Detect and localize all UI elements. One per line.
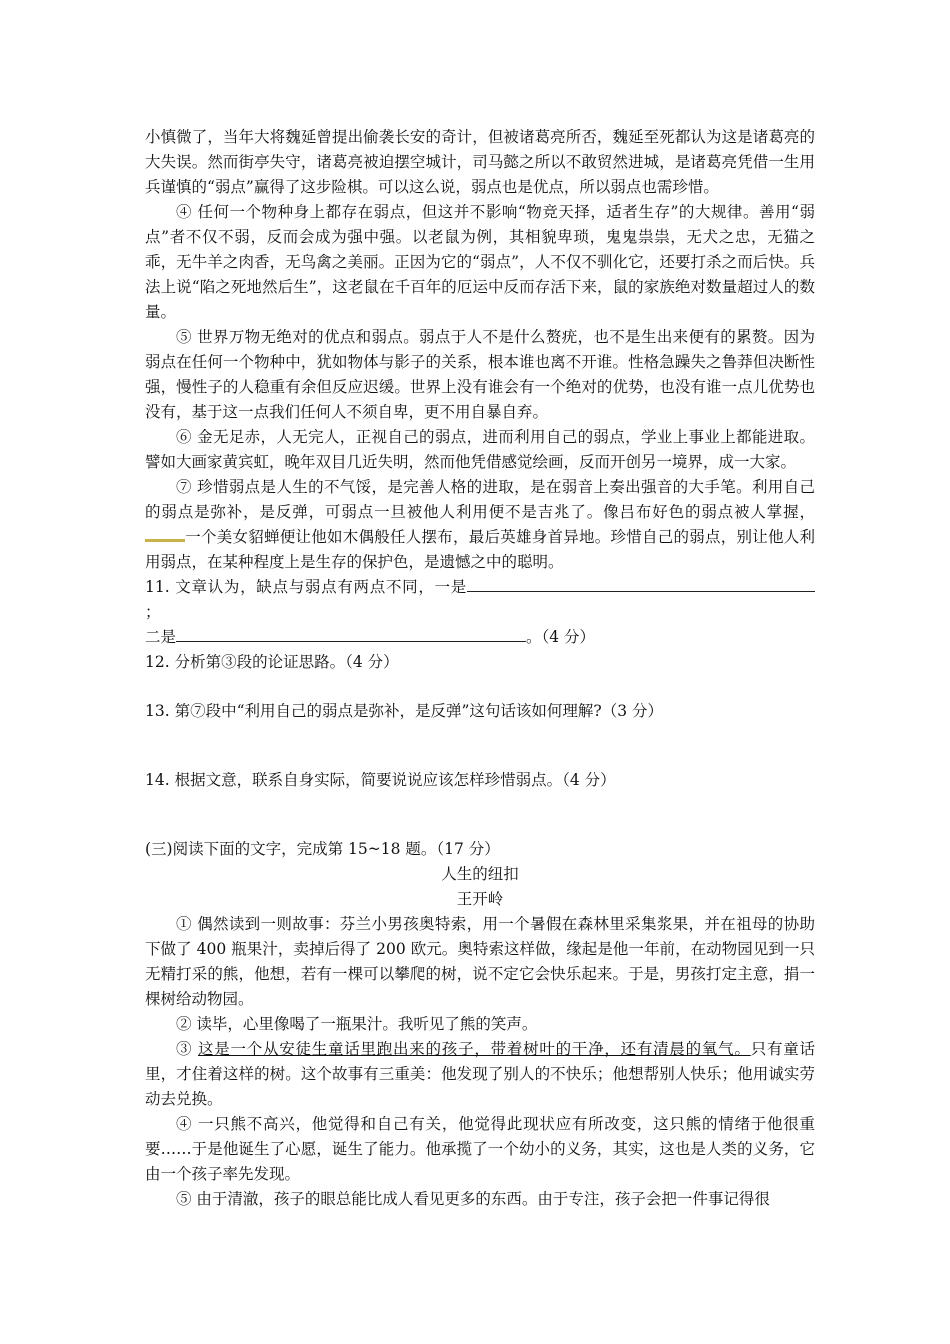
question-12: 12. 分析第③段的论证思路。（4 分）: [145, 653, 399, 671]
question-11-semicolon: ；: [145, 603, 161, 621]
page-content: [145, 125, 815, 1212]
paragraph-7-part-a: ⑦ 珍惜弱点是人生的不气馁，是完善人格的进取，是在弱音上奏出强音的大手笔。利用自己的弱点是弥补，是反弹，可弱点一旦被他人利用便不是吉兆了。像吕布好色的弱点被人掌握，: [145, 478, 815, 521]
question-11: [145, 575, 815, 625]
answer-space-13[interactable]: [145, 724, 815, 768]
essay-paragraph-1: ① 偶然读到一则故事：芬兰小男孩奥特索，用一个暑假在森林里采集浆果，并在祖母的协助下做了 400 瓶果汁，卖掉后得了 200 欧元。奥特索这样做，缘起是他一年前，在动物园见到一只无精打采的熊，他想，若有一棵可以攀爬的树，说不定它会快乐起来。于是，男孩打定主意，捐一棵树给动物园。: [145, 915, 815, 1008]
answer-space-12[interactable]: [145, 675, 815, 699]
answer-space-14[interactable]: [145, 793, 815, 837]
answer-blank-11-second[interactable]: [176, 625, 526, 642]
question-11-second-line: [145, 625, 815, 650]
underlined-sentence: 这是一个从安徒生童话里跑出来的孩子，带着树叶的干净，还有清晨的氧气。: [197, 1040, 751, 1058]
essay-author: 王开岭: [456, 890, 504, 908]
essay-paragraph-5: ⑤ 由于清澈，孩子的眼总能比成人看见更多的东西。由于专注，孩子会把一件事记得很: [176, 1190, 770, 1208]
answer-blank-11-first[interactable]: [467, 575, 815, 592]
paragraph-7-part-b: 一个美女貂蝉便让他如木偶般任人摆布，最后英雄身首异地。珍惜自己的弱点，别让他人利用弱点，在某种程度上是生存的保护色，是遗憾之中的聪明。: [145, 528, 815, 571]
question-11-score: 。（4 分）: [526, 628, 596, 646]
essay-paragraph-2: ② 读毕，心里像喝了一瓶果汁。我听见了熊的笑声。: [176, 1015, 538, 1033]
passage-paragraph-5: ⑤ 世界万物无绝对的优点和弱点。弱点于人不是什么赘疣，也不是生出来便有的累赘。因为弱点在任何一个物种中，犹如物体与影子的关系，根本谁也离不开谁。性格急躁失之鲁莽但决断性强，慢性子的人稳重有余但反应迟缓。世界上没有谁会有一个绝对的优势，也没有谁一点儿优势也没有，基于这一点我们任何人不须自卑，更不用自暴自弃。: [145, 328, 815, 421]
paragraph-3-rest: 只有童话里，才住着这样的树。这个故事有三重美：他发现了别人的不快乐；他想帮别人快乐；他用诚实劳动去兑换。: [145, 1040, 815, 1108]
question-14: 14. 根据文意，联系自身实际，简要说说应该怎样珍惜弱点。（4 分）: [145, 771, 616, 789]
essay-paragraph-4: ④ 一只熊不高兴，他觉得和自己有关，他觉得此现状应有所改变，这只熊的情绪于他很重要……于是他诞生了心愿，诞生了能力。他承揽了一个幼小的义务，其实，这也是人类的义务，它由一个孩子率先发现。: [145, 1115, 815, 1183]
essay-title: 人生的纽扣: [441, 865, 519, 883]
question-13: 13. 第⑦段中“利用自己的弱点是弥补，是反弹”这句话该如何理解?（3 分）: [145, 702, 664, 720]
question-11-second-prompt: 二是: [145, 628, 177, 646]
highlight-mark: [145, 529, 185, 542]
essay-paragraph-3: [145, 1037, 815, 1112]
passage-paragraph-3-continued: 小慎微了，当年大将魏延曾提出偷袭长安的奇计，但被诸葛亮所否，魏延至死都认为这是诸葛亮的大失误。然而街亭失守，诸葛亮被迫摆空城计，司马懿之所以不敢贸然进城，是诸葛亮凭借一生用兵谨慎的“弱点”赢得了这步险棋。可以这么说，弱点也是优点，所以弱点也需珍惜。: [145, 128, 815, 196]
passage-paragraph-6: ⑥ 金无足赤，人无完人，正视自己的弱点，进而利用自己的弱点，学业上事业上都能进取。譬如大画家黄宾虹，晚年双目几近失明，然而他凭借感觉绘画，反而开创另一境界，成一大家。: [145, 428, 815, 471]
passage-paragraph-4: ④ 任何一个物种身上都存在弱点，但这并不影响“物竞天择，适者生存”的大规律。善用“弱点”者不仅不弱，反而会成为强中强。以老鼠为例，其相貌卑琐，鬼鬼祟祟，无犬之忠，无猫之乖，无牛羊之肉香，无鸟禽之美丽。正因为它的“弱点”，人不仅不驯化它，还要打杀之而后快。兵法上说“陷之死地然后生”，这老鼠在千百年的厄运中反而存活下来，鼠的家族绝对数量超过人的数量。: [145, 203, 815, 321]
question-11-prompt: 11. 文章认为，缺点与弱点有两点不同，一是: [145, 578, 467, 596]
section-3-heading: (三)阅读下面的文字，完成第 15~18 题。（17 分）: [145, 840, 500, 858]
paragraph-3-number: ③: [176, 1040, 198, 1058]
passage-paragraph-7: [145, 475, 815, 575]
